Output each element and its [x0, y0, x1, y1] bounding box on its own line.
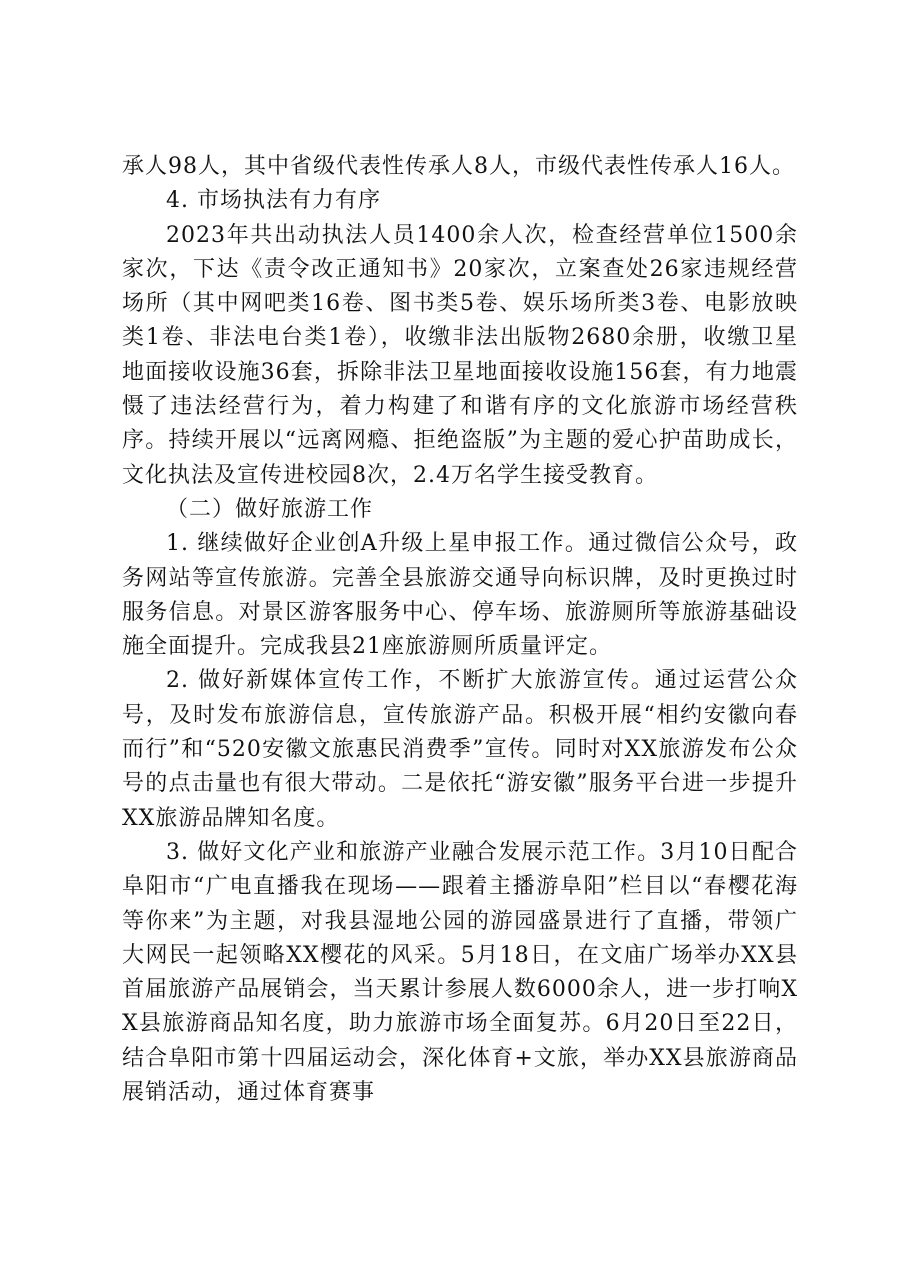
- paragraph-item-3: 3. 做好文化产业和旅游产业融合发展示范工作。3月10日配合阜阳市“广电直播我在现场——跟着主播游阜阳”栏目以“春樱花海等你来”为主题，对我县湿地公园的游园盛景进行了直播，带领广大网民一起领略XX樱花的风采。5月18日，在文庙广场举办XX县首届旅游产品展销会，当天累计参展人数6000余人，进一步打响XX县旅游商品知名度，助力旅游市场全面复苏。6月20日至22日，结合阜阳市第十四届运动会，深化体育+文旅，举办XX县旅游商品展销活动，通过体育赛事: [122, 839, 798, 1106]
- paragraph-item-1: 1. 继续做好企业创A升级上星申报工作。通过微信公众号，政务网站等宣传旅游。完善全县旅游交通导向标识牌，及时更换过时服务信息。对景区游客服务中心、停车场、旅游厕所等旅游基础设施全面提升。完成我县21座旅游厕所质量评定。: [122, 531, 798, 660]
- document-body: [122, 150, 798, 1110]
- paragraph-enforcement: 2023年共出动执法人员1400余人次，检查经营单位1500余家次，下达《责令改正通知书》20家次，立案查处26家违规经营场所（其中网吧类16卷、图书类5卷、娱乐场所类3卷、电影放映类1卷、非法电台类1卷），收缴非法出版物2680余册，收缴卫星地面接收设施36套，拆除非法卫星地面接收设施156套，有力地震慑了违法经营行为，着力构建了和谐有序的文化旅游市场经营秩序。持续开展以“远离网瘾、拒绝盗版”为主题的爱心护苗助成长，文化执法及宣传进校园8次，2.4万名学生接受教育。: [122, 222, 798, 488]
- paragraph-continued: 承人98人，其中省级代表性传承人8人，市级代表性传承人16人。: [122, 154, 795, 179]
- section-heading-tourism: （二）做好旅游工作: [166, 496, 374, 522]
- sub-heading-market-enforcement: 4. 市场执法有力有序: [166, 188, 381, 214]
- paragraph-item-2: 2. 做好新媒体宣传工作，不断扩大旅游宣传。通过运营公众号，及时发布旅游信息，宣传旅游产品。积极开展“相约安徽向春而行”和“520安徽文旅惠民消费季”宣传。同时对XX旅游发布公众号的点击量也有很大带动。二是依托“游安徽”服务平台进一步提升XX旅游品牌知名度。: [122, 668, 798, 831]
